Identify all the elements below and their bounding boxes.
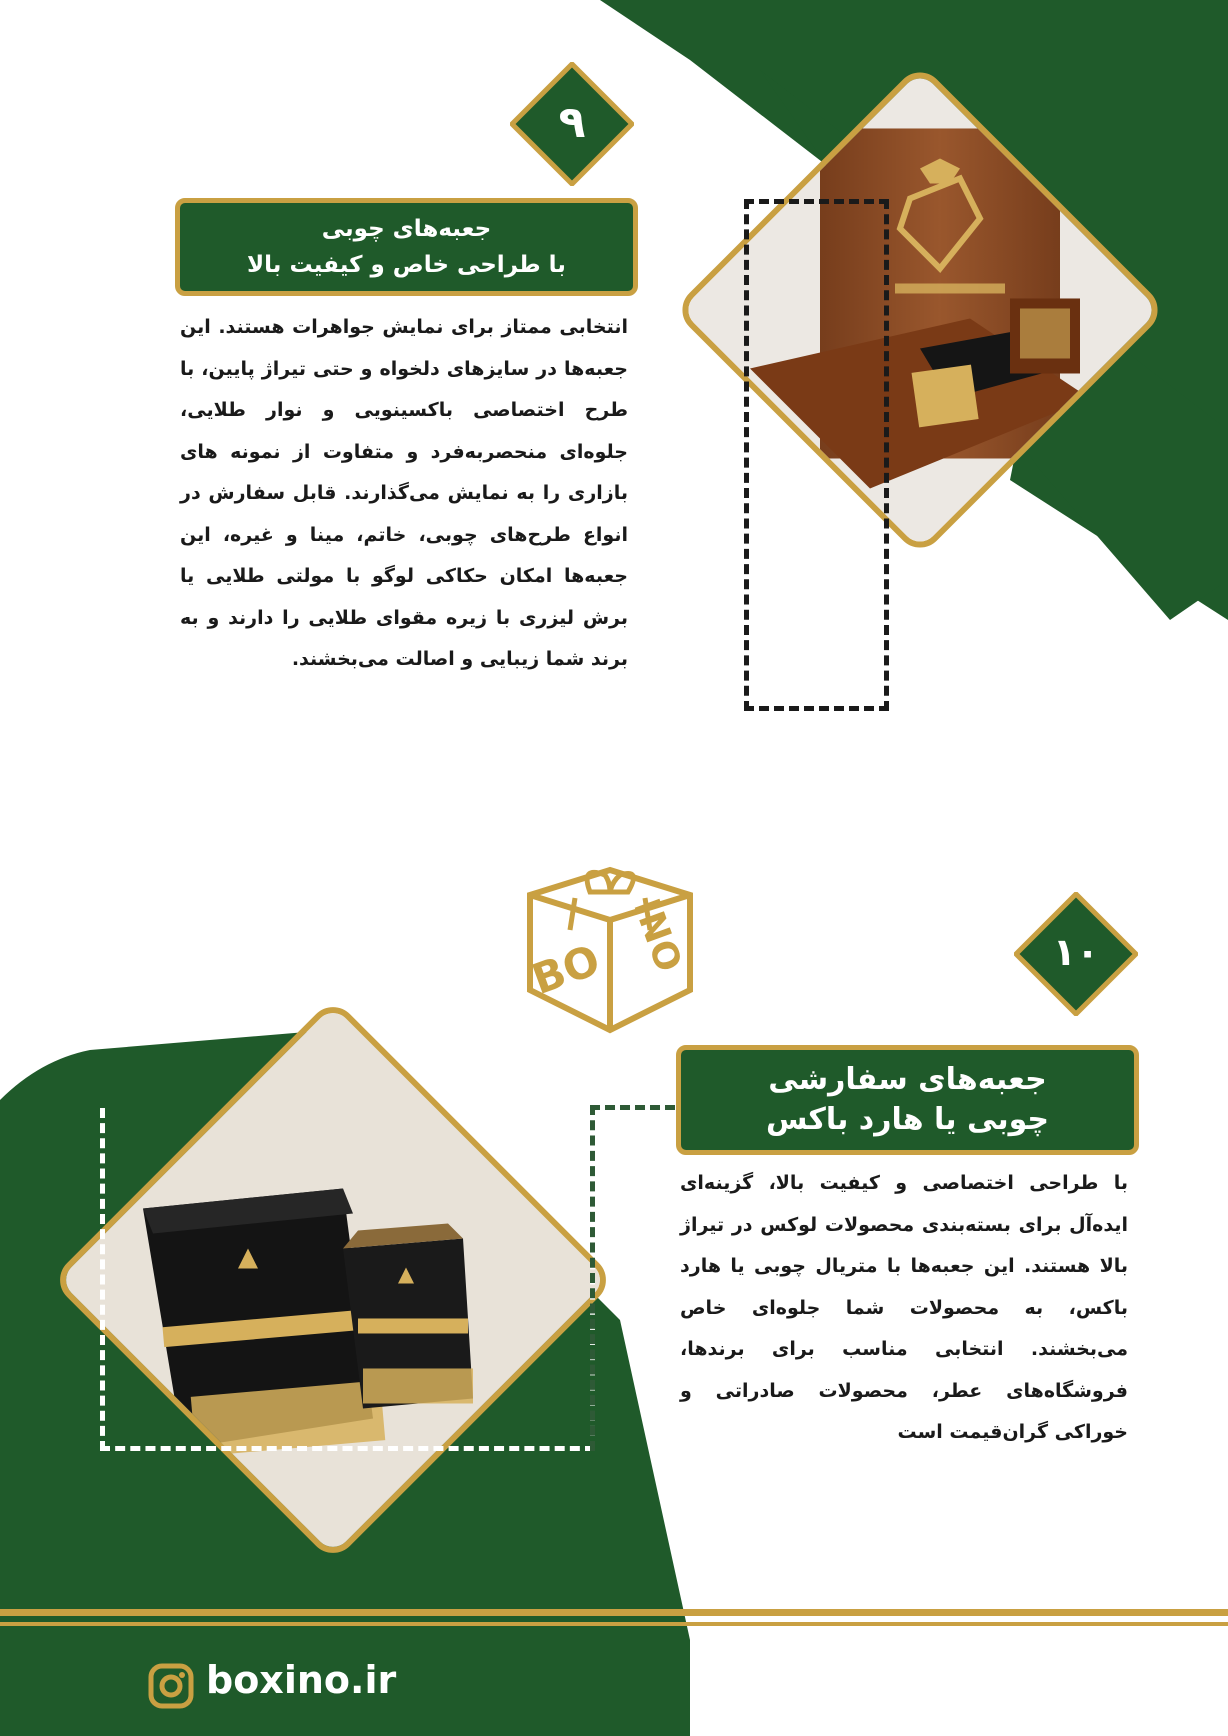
dashed-frame-bottom-right (590, 1105, 595, 1451)
instagram-icon[interactable] (148, 1663, 194, 1709)
dashed-frame-bottom-top (590, 1105, 690, 1110)
section10-title (676, 1045, 1139, 1155)
website-link[interactable]: boxino.ir (206, 1658, 397, 1702)
section9-title (175, 198, 638, 296)
section10-title-line1: جعبه‌های سفارشی (768, 1062, 1047, 1097)
section9-title-line1: جعبه‌های چوبی (321, 216, 492, 242)
dashed-frame-bottom (100, 1108, 595, 1451)
section9-body: انتخابی ممتاز برای نمایش جواهرات هستند. این جعبه‌ها در سایزهای دلخواه و حتی تیراژ پایین، با طرح اختصاصی باکسینویی و نوار طلایی، جلوه‌ای منحصربه‌فرد و متفاوت از نمونه های بازاری را به نمایش می‌گذارند. قابل سفارش در انواع طرح‌های چوبی، خاتم، مینا و غیره، این جعبه‌ها امکان حکاکی لوگو با مولتی طلایی یا برش لیزری با زیره مقوای طلایی را دارند و به برند شما زیبایی و اصالت می‌بخشند. (180, 316, 628, 670)
badge-10-number: ۱۰ (1052, 930, 1100, 974)
section9-title-line2: با طراحی خاص و کیفیت بالا (247, 252, 566, 278)
logo-text-left: BO (525, 934, 607, 1005)
logo-text-right: INO (625, 893, 690, 978)
badge-9-number: ۹ (558, 96, 586, 148)
section10-title-line2: چوبی یا هارد باکس (765, 1102, 1050, 1137)
dashed-frame-top (744, 199, 889, 711)
section10-body: با طراحی اختصاصی و کیفیت بالا، گزینه‌ای ایده‌آل برای بسته‌بندی محصولات لوکس در تیراژ بالا هستند. این جعبه‌ها با متریال چوبی یا هارد باکس، به محصولات شما جلوه‌ای خاص می‌بخشند. انتخابی مناسب برای برندها، فروشگاه‌های عطر، محصولات صادراتی و خوراکی گران‌قیمت است (680, 1172, 1128, 1443)
